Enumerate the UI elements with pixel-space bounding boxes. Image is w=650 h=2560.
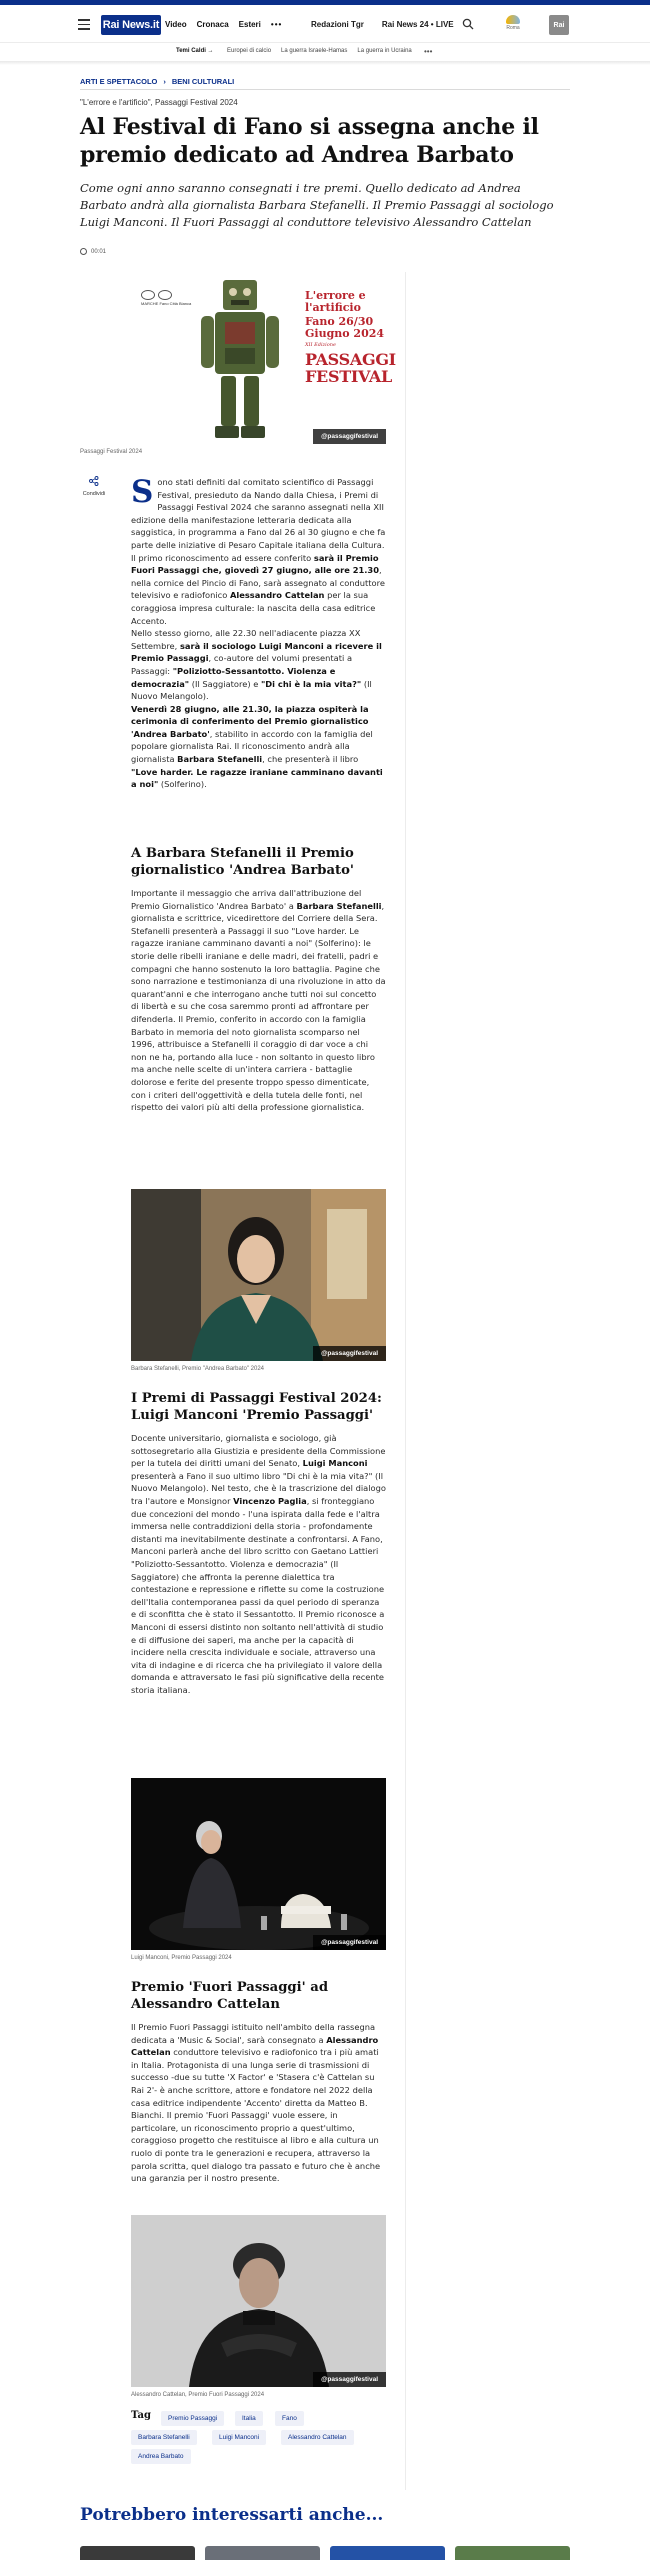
related-article-thumb[interactable] <box>330 2546 445 2560</box>
header-shadow <box>0 61 650 65</box>
breadcrumb-separator: › <box>163 77 166 86</box>
robot-illustration <box>195 276 285 442</box>
poster-dates: Fano 26/30 Giugno 2024 <box>305 315 385 340</box>
tags-label: Tag <box>131 2410 151 2421</box>
hot-topic-item[interactable]: La guerra Israele-Hamas <box>281 48 348 54</box>
site-logo[interactable]: Rai News.it <box>101 15 161 35</box>
tag-item[interactable]: Alessandro Cattelan <box>281 2430 354 2445</box>
weather-widget[interactable] <box>498 15 528 37</box>
image-caption: Barbara Stefanelli, Premio "Andrea Barbato" 2024 <box>131 1366 265 1372</box>
hot-topic-item[interactable]: La guerra in Ucraina <box>357 48 412 54</box>
rai-portal-button[interactable]: Rai <box>549 15 569 35</box>
share-label: Condividi <box>82 491 106 497</box>
main-nav <box>165 20 282 29</box>
nav-esteri[interactable]: Esteri <box>238 20 261 29</box>
article-title: Al Festival di Fano si assegna anche il premio dedicato ad Andrea Barbato <box>80 114 539 168</box>
photo-alessandro-cattelan[interactable] <box>131 2215 386 2387</box>
share-button[interactable] <box>80 476 108 497</box>
column-divider <box>405 272 406 2490</box>
image-credit: @passaggifestival <box>313 429 386 444</box>
article-paragraph: Docente universitario, giornalista e sociologo, già sottosegretario alla Giustizia e presidente della Commissione per la tutela dei diritti umani del Senato, Luigi Manconi presenterà a Fano il suo ultimo libro "Di chi è la mia vita?" (Il Nuovo Melangolo). Nel testo, che è la trascrizione del dialogo tra l'autore e Monsignor Vincenzo Paglia, si fronteggiano due concezioni del mondo - l'una ispirata dalla fede e l'altra immersa nelle contraddizioni della storia - profondamente distanti ma inevitabilmente destinate a confrontarsi. A Fano, Manconi parlerà anche del libro scritto con Gaetano Lattieri "Poliziotto-Sessantotto. Violenza e democrazia" (Il Saggiatore) che affronta la perenne dialettica tra contestazione e repressione e riflette su come la costruzione dell'Italia contemporanea passi da quel periodo di speranza e di sconfitta che è stato il Sessantotto. Il Premio riconosce a Manconi di essersi distinto non soltanto nell'attività di studio e di diffusione dei saperi, ma anche per la capacità di incidere nella crescita individuale e sociale, attraverso una vita di indagine e di ricerca che ha privilegiato il valore della domanda e attraversato le fasi più significative della recente storia italiana. <box>131 1433 386 1695</box>
related-article-thumb[interactable] <box>455 2546 570 2560</box>
menu-icon[interactable] <box>78 19 90 33</box>
article-kicker: "L'errore e l'artificio", Passaggi Festival 2024 <box>80 98 238 107</box>
portrait-photo <box>131 2215 386 2387</box>
stage-photo <box>131 1778 386 1950</box>
poster-festival-name: PASSAGGI FESTIVAL <box>305 350 396 386</box>
breadcrumb-item[interactable]: ARTI E SPETTACOLO <box>80 77 158 86</box>
image-caption: Alessandro Cattelan, Premio Fuori Passaggi 2024 <box>131 2392 265 2398</box>
related-article-thumb[interactable] <box>205 2546 320 2560</box>
image-caption: Luigi Manconi, Premio Passaggi 2024 <box>131 1955 232 1961</box>
hot-topics-list <box>227 48 412 54</box>
nav-video[interactable]: Video <box>165 20 187 29</box>
tag-item[interactable]: Luigi Manconi <box>212 2430 266 2445</box>
nav-more-icon[interactable]: ••• <box>270 20 283 29</box>
photo-barbara-stefanelli[interactable] <box>131 1189 386 1361</box>
poster-edition: XII Edizione <box>305 342 336 348</box>
tag-item[interactable]: Fano <box>275 2411 304 2426</box>
breadcrumb <box>80 77 234 86</box>
image-credit: @passaggifestival <box>313 2372 386 2387</box>
share-icon <box>89 476 99 486</box>
related-article-thumb[interactable] <box>80 2546 195 2560</box>
hot-topics-bar <box>0 42 650 61</box>
section-heading: I Premi di Passaggi Festival 2024: Luigi Manconi 'Premio Passaggi' <box>131 1391 382 1423</box>
nav-cronaca[interactable]: Cronaca <box>196 20 229 29</box>
weather-icon <box>506 15 520 24</box>
image-credit: @passaggifestival <box>313 1935 386 1950</box>
site-header <box>0 5 650 41</box>
tag-item[interactable]: Andrea Barbato <box>131 2449 191 2464</box>
divider <box>80 89 570 90</box>
article-lead: Come ogni anno saranno consegnati i tre premi. Quello dedicato ad Andrea Barbato andrà alla giornalista Barbara Stefanelli. Il Premio Passaggi al sociologo Luigi Manconi. Il Fuori Passaggi al conduttore televisivo Alessandro Cattelan <box>80 181 554 229</box>
image-caption: Passaggi Festival 2024 <box>80 449 143 455</box>
publish-time <box>80 248 106 255</box>
tag-item[interactable]: Barbara Stefanelli <box>131 2430 197 2445</box>
article-paragraph: Sono stati definiti dal comitato scientifico di Passaggi Festival, presieduto da Nando dalla Chiesa, i Premi di Passaggi Festival 2024 che saranno assegnati nella XII edizione della manifestazione letteraria dedicata alla saggistica, in programma a Fano dal 26 al 30 giugno e che fa parte delle iniziative di Pesaro Capitale italiana della Cultura. Il primo riconoscimento ad essere conferito sarà il Premio Fuori Passaggi che, giovedì 27 giugno, alle ore 21.30, nella cornice del Pincio di Fano, sarà assegnato al conduttore televisivo e radiofonico Alessandro Cattelan per la sua coraggiosa impresa culturale: la nascita della casa editrice Accento. Nello stesso giorno, alle 22.30 nell'adiacente piazza XX Settembre, sarà il sociologo Luigi Manconi a ricevere il Premio Passaggi, co-autore del volumi presentati a Passaggi: "Poliziotto-Sessantotto. Violenza e democrazia" (Il Saggiatore) e "Di chi è la mia vita?" (Il Nuovo Melangolo). Venerdì 28 giugno, alle 21.30, la piazza ospiterà la cerimonia di conferimento del Premio giornalistico 'Andrea Barbato', stabilito in accordo con la famiglia del popolare giornalista Rai. Il riconoscimento andrà alla giornalista Barbara Stefanelli, che presenterà il libro "Love harder. Le ragazze iraniane camminano davanti a noi" (Solferino). <box>131 474 386 790</box>
search-icon[interactable] <box>462 18 474 30</box>
hot-topics-more-icon[interactable]: ••• <box>424 47 433 56</box>
tag-item[interactable]: Italia <box>235 2411 263 2426</box>
sponsor-logos: MARCHE Fano Città Bianca <box>141 290 205 306</box>
header-links <box>311 20 454 29</box>
related-heading: Potrebbero interessarti anche... <box>80 2505 384 2525</box>
poster-image[interactable] <box>131 272 396 444</box>
article-paragraph: Importante il messaggio che arriva dall'attribuzione del Premio Giornalistico 'Andrea Barbato' a Barbara Stefanelli, giornalista e scrittrice, vicedirettore del Corriere della Sera. Stefanelli presenterà a Passaggi il suo "Love harder. Le ragazze iraniane camminano davanti a noi" (Solferino): le storie delle ribelli iraniane e delle madri, dei fratelli, padri e compagni che hanno sostenuto la loro battaglia. Pagine che sono narrazione e testimonianza di una rivoluzione in atto da quarant'anni e che interrogano anche tutti noi sul concetto di libertà e su che cosa saremmo pronti ad affrontare per difenderla. Il Premio, conferito in accordo con la famiglia Barbato in memoria del noto giornalista scomparso nel 1996, attribuisce a Stefanelli il coraggio di dar voce a chi non ne ha, portando alla luce - non soltanto in questo libro ma anche nelle scelte di un'intera carriera - battaglie dolorose e ferite del presente troppo spesso dimenticate, con i criteri dell'oggettività e della tutela delle fonti, nel rispetto dei valori più alti della professione giornalistica. <box>131 888 386 1113</box>
dropcap: S <box>131 474 154 510</box>
related-articles-row <box>80 2546 570 2560</box>
image-credit: @passaggifestival <box>313 1346 386 1361</box>
photo-luigi-manconi[interactable] <box>131 1778 386 1950</box>
hot-topic-item[interactable]: Europei di calcio <box>227 48 272 54</box>
article-paragraph: Il Premio Fuori Passaggi istituito nell'ambito della rassegna dedicata a 'Music & Social', sarà consegnato a Alessandro Cattelan conduttore televisivo e radiofonico tra i più amati in Italia. Protagonista di una lunga serie di trasmissioni di successo -due su tutte 'X Factor' e 'Stasera c'è Cattelan su Rai 2'- è anche scrittore, attore e fondatore nel 2022 della casa editrice indipendente 'Accento' diretta da Matteo B. Bianchi. Il premio 'Fuori Passaggi' vuole essere, in particolare, un riconoscimento proprio a quest'ultimo, coraggioso progetto che restituisce al libro e alla cultura un ruolo di ponte tra le generazioni e recupera, attraverso la parola scritta, quel dialogo tra passato e futuro che è anche una garanzia per il nostro presente. <box>131 2022 381 2184</box>
publish-time-value: 00:01 <box>91 248 107 255</box>
section-heading: Premio 'Fuori Passaggi' ad Alessandro Cattelan <box>131 1980 329 2012</box>
weather-city: Roma <box>506 25 520 31</box>
hot-topics-label[interactable]: Temi Caldi → <box>176 48 214 54</box>
poster-tagline: L'errore e l'artificio <box>305 289 366 314</box>
nav-redazioni-tgr[interactable]: Redazioni Tgr <box>311 20 364 29</box>
section-heading: A Barbara Stefanelli il Premio giornalistico 'Andrea Barbato' <box>131 846 354 878</box>
nav-rainews24-live[interactable]: Rai News 24 • LIVE <box>381 20 454 29</box>
poster-text <box>305 290 396 385</box>
clock-icon <box>80 248 87 255</box>
breadcrumb-item[interactable]: BENI CULTURALI <box>171 77 235 86</box>
portrait-photo <box>131 1189 386 1361</box>
tag-item[interactable]: Premio Passaggi <box>161 2411 224 2426</box>
